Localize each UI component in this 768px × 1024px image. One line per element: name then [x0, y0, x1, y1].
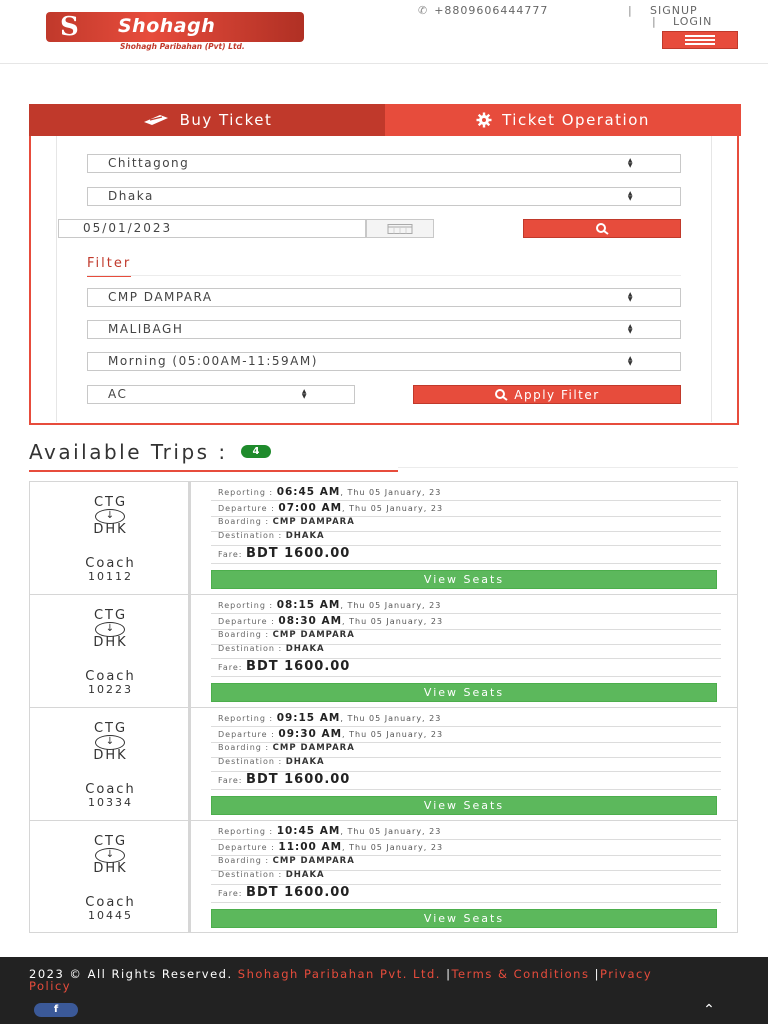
signup-link[interactable]: SIGNUP: [650, 4, 698, 17]
departure-label: Departure :: [218, 617, 275, 626]
coach-type-select[interactable]: [87, 385, 355, 404]
trip-date: Thu 05 January, 23: [347, 827, 442, 836]
logo-mark: S: [60, 12, 79, 42]
boarding-line: [211, 743, 721, 758]
boarding-label: Boarding :: [218, 743, 270, 752]
destination-label: Destination :: [218, 870, 283, 879]
departure-line: Departure : 08:30 AM, Thu 05 January, 23: [211, 615, 721, 630]
phone-number[interactable]: [418, 4, 548, 17]
privacy-link[interactable]: Privacy Policy: [29, 967, 653, 993]
fare-value: BDT 1600.00: [246, 772, 351, 787]
view-seats-button[interactable]: View Seats: [211, 796, 717, 815]
reporting-line: Reporting : 06:45 AM, Thu 05 January, 23: [211, 486, 721, 501]
footer-separator: |: [446, 967, 452, 981]
copyright-text: 2023 © All Rights Reserved.: [29, 967, 233, 981]
dropping-point-select[interactable]: [87, 320, 681, 339]
to-select[interactable]: [87, 187, 681, 206]
coach-number: 10112: [88, 570, 133, 583]
destination-value: DHAKA: [285, 531, 325, 541]
coach-number: 10223: [88, 683, 133, 696]
trip-date: Thu 05 January, 23: [347, 714, 442, 723]
trip-details: [211, 821, 721, 933]
destination-value: DHAKA: [285, 870, 325, 880]
boarding-value: CMP DAMPARA: [272, 856, 355, 866]
trip-details: [211, 708, 721, 820]
reporting-line: Reporting : 08:15 AM, Thu 05 January, 23: [211, 599, 721, 614]
search-icon: [595, 223, 609, 235]
boarding-label: Boarding :: [218, 517, 270, 526]
sort-arrows-icon: ▲ ▼: [627, 190, 634, 202]
facebook-icon[interactable]: f: [34, 1003, 78, 1017]
brand-logo[interactable]: [46, 12, 304, 52]
destination-value: DHAKA: [285, 757, 325, 767]
from-select[interactable]: [87, 154, 681, 173]
tab-buy-ticket[interactable]: [29, 104, 385, 136]
trip-date: Thu 05 January, 23: [349, 730, 444, 739]
company-link[interactable]: Shohagh Paribahan Pvt. Ltd.: [237, 967, 441, 981]
sort-arrows-icon: ▲ ▼: [627, 291, 634, 303]
hamburger-icon: [685, 35, 715, 37]
departure-line: Departure : 11:00 AM, Thu 05 January, 23: [211, 841, 721, 856]
fare-line: [211, 772, 721, 790]
route-from: CTG: [93, 721, 128, 736]
departure-label: Departure :: [218, 730, 275, 739]
site-header: [0, 0, 768, 64]
reporting-label: Reporting :: [218, 601, 274, 610]
trip-route: [30, 821, 191, 933]
route-from: CTG: [93, 495, 128, 510]
sort-arrows-icon: ▲ ▼: [627, 157, 634, 169]
booking-form: [56, 136, 712, 422]
fare-value: BDT 1600.00: [246, 546, 351, 561]
ticket-icon: [142, 113, 170, 127]
arrow-down-icon: ↓: [95, 735, 125, 750]
filter-divider: [87, 275, 681, 276]
fare-line: [211, 885, 721, 903]
tab-label: Ticket Operation: [502, 111, 650, 129]
trip-date: Thu 05 January, 23: [349, 504, 444, 513]
header-separator: |: [628, 4, 632, 17]
trip-route: [30, 595, 191, 707]
boarding-point-select[interactable]: [87, 288, 681, 307]
coach-number: 10445: [88, 909, 133, 922]
trip-list: [29, 481, 738, 933]
search-icon: [494, 389, 508, 401]
departure-time: 09:30 AM: [278, 728, 343, 740]
reporting-time: 10:45 AM: [276, 825, 341, 837]
destination-label: Destination :: [218, 644, 283, 653]
date-input[interactable]: 05/01/2023: [58, 219, 366, 238]
header-separator: |: [652, 15, 656, 28]
boarding-value: CMP DAMPARA: [272, 743, 355, 753]
reporting-time: 06:45 AM: [276, 486, 341, 498]
trip-date: Thu 05 January, 23: [349, 617, 444, 626]
departure-line: Departure : 07:00 AM, Thu 05 January, 23: [211, 502, 721, 517]
booking-panel: [29, 104, 739, 425]
view-seats-button[interactable]: View Seats: [211, 683, 717, 702]
trip-route: [30, 482, 191, 594]
reporting-line: Reporting : 10:45 AM, Thu 05 January, 23: [211, 825, 721, 840]
coach-label: Coach: [85, 895, 136, 910]
search-button[interactable]: [523, 219, 681, 238]
fare-label: Fare:: [218, 889, 243, 898]
reporting-label: Reporting :: [218, 488, 274, 497]
destination-line: [211, 531, 721, 546]
site-footer: [0, 957, 768, 1024]
time-value: Morning (05:00AM-11:59AM): [108, 354, 318, 368]
fare-label: Fare:: [218, 663, 243, 672]
fare-label: Fare:: [218, 776, 243, 785]
logo-name: Shohagh: [118, 15, 216, 37]
destination-line: [211, 644, 721, 659]
boarding-point-value: CMP DAMPARA: [108, 290, 213, 304]
arrow-down-icon: ↓: [95, 509, 125, 524]
apply-filter-label: Apply Filter: [514, 387, 600, 402]
trip-route: [30, 708, 191, 820]
fare-label: Fare:: [218, 550, 243, 559]
sort-arrows-icon: ▲ ▼: [301, 388, 308, 400]
hamburger-icon-bar: [685, 43, 715, 45]
to-value: Dhaka: [108, 189, 154, 203]
trip-details: [211, 482, 721, 594]
coach-label: Coach: [85, 782, 136, 797]
available-trips-title: Available Trips :: [29, 440, 228, 464]
logo-subtitle: Shohagh Paribahan (Pvt) Ltd.: [120, 42, 245, 51]
trip-details: [211, 595, 721, 707]
departure-line: Departure : 09:30 AM, Thu 05 January, 23: [211, 728, 721, 743]
view-seats-button[interactable]: View Seats: [211, 909, 717, 928]
departure-label: Departure :: [218, 843, 275, 852]
coach-number: 10334: [88, 796, 133, 809]
route-from: CTG: [93, 608, 128, 623]
coach-type-value: AC: [108, 387, 128, 401]
boarding-value: CMP DAMPARA: [272, 517, 355, 527]
trip-date: Thu 05 January, 23: [347, 488, 442, 497]
arrow-down-icon: ↓: [95, 848, 125, 863]
gear-icon: [476, 112, 492, 128]
reporting-label: Reporting :: [218, 827, 274, 836]
trip-date: Thu 05 January, 23: [349, 843, 444, 852]
trip-date: Thu 05 January, 23: [347, 601, 442, 610]
boarding-label: Boarding :: [218, 856, 270, 865]
coach-label: Coach: [85, 669, 136, 684]
heading-divider: [398, 467, 738, 468]
tab-label: Buy Ticket: [179, 111, 273, 129]
boarding-line: [211, 856, 721, 871]
footer-separator: |: [594, 967, 600, 981]
destination-value: DHAKA: [285, 644, 325, 654]
view-seats-button[interactable]: View Seats: [211, 570, 717, 589]
destination-label: Destination :: [218, 531, 283, 540]
boarding-line: [211, 630, 721, 645]
phone-icon: ✆: [418, 4, 429, 17]
tab-ticket-operation[interactable]: [385, 104, 741, 136]
available-trips-heading: [29, 440, 398, 472]
boarding-value: CMP DAMPARA: [272, 630, 355, 640]
destination-line: [211, 757, 721, 772]
login-link[interactable]: LOGIN: [673, 15, 713, 28]
calendar-icon: [387, 223, 413, 234]
route-to: DHK: [93, 748, 128, 763]
apply-filter-button[interactable]: [413, 385, 681, 404]
terms-link[interactable]: Terms & Conditions: [451, 967, 590, 981]
hamburger-icon-bar: [685, 39, 715, 41]
fare-value: BDT 1600.00: [246, 885, 351, 900]
route-from: CTG: [93, 834, 128, 849]
departure-time: 11:00 AM: [278, 841, 343, 853]
menu-toggle-button[interactable]: [662, 31, 738, 49]
boarding-line: [211, 517, 721, 532]
departure-time: 08:30 AM: [278, 615, 343, 627]
sort-arrows-icon: ▲ ▼: [627, 323, 634, 335]
departure-time: 07:00 AM: [278, 502, 343, 514]
coach-label: Coach: [85, 556, 136, 571]
departure-label: Departure :: [218, 504, 275, 513]
reporting-time: 08:15 AM: [276, 599, 341, 611]
from-value: Chittagong: [108, 156, 190, 170]
reporting-line: Reporting : 09:15 AM, Thu 05 January, 23: [211, 712, 721, 727]
fare-line: [211, 546, 721, 564]
trip-row: [30, 595, 737, 708]
dropping-point-value: MALIBAGH: [108, 322, 184, 336]
route-to: DHK: [93, 861, 128, 876]
trip-row: [30, 708, 737, 821]
destination-line: [211, 870, 721, 885]
reporting-label: Reporting :: [218, 714, 274, 723]
destination-label: Destination :: [218, 757, 283, 766]
sort-arrows-icon: ▲ ▼: [627, 355, 634, 367]
phone-text: +8809606444777: [434, 4, 549, 17]
trip-count-badge: 4: [241, 445, 272, 458]
fare-value: BDT 1600.00: [246, 659, 351, 674]
trip-row: [30, 821, 737, 934]
footer-text: [29, 968, 669, 992]
route-to: DHK: [93, 522, 128, 537]
trip-row: [30, 482, 737, 595]
route-to: DHK: [93, 635, 128, 650]
filter-heading: Filter: [87, 256, 131, 277]
chevron-up-icon[interactable]: ⌃: [703, 1002, 715, 1018]
arrow-down-icon: ↓: [95, 622, 125, 637]
reporting-time: 09:15 AM: [276, 712, 341, 724]
calendar-button[interactable]: [366, 219, 434, 238]
fare-line: [211, 659, 721, 677]
time-select[interactable]: [87, 352, 681, 371]
boarding-label: Boarding :: [218, 630, 270, 639]
